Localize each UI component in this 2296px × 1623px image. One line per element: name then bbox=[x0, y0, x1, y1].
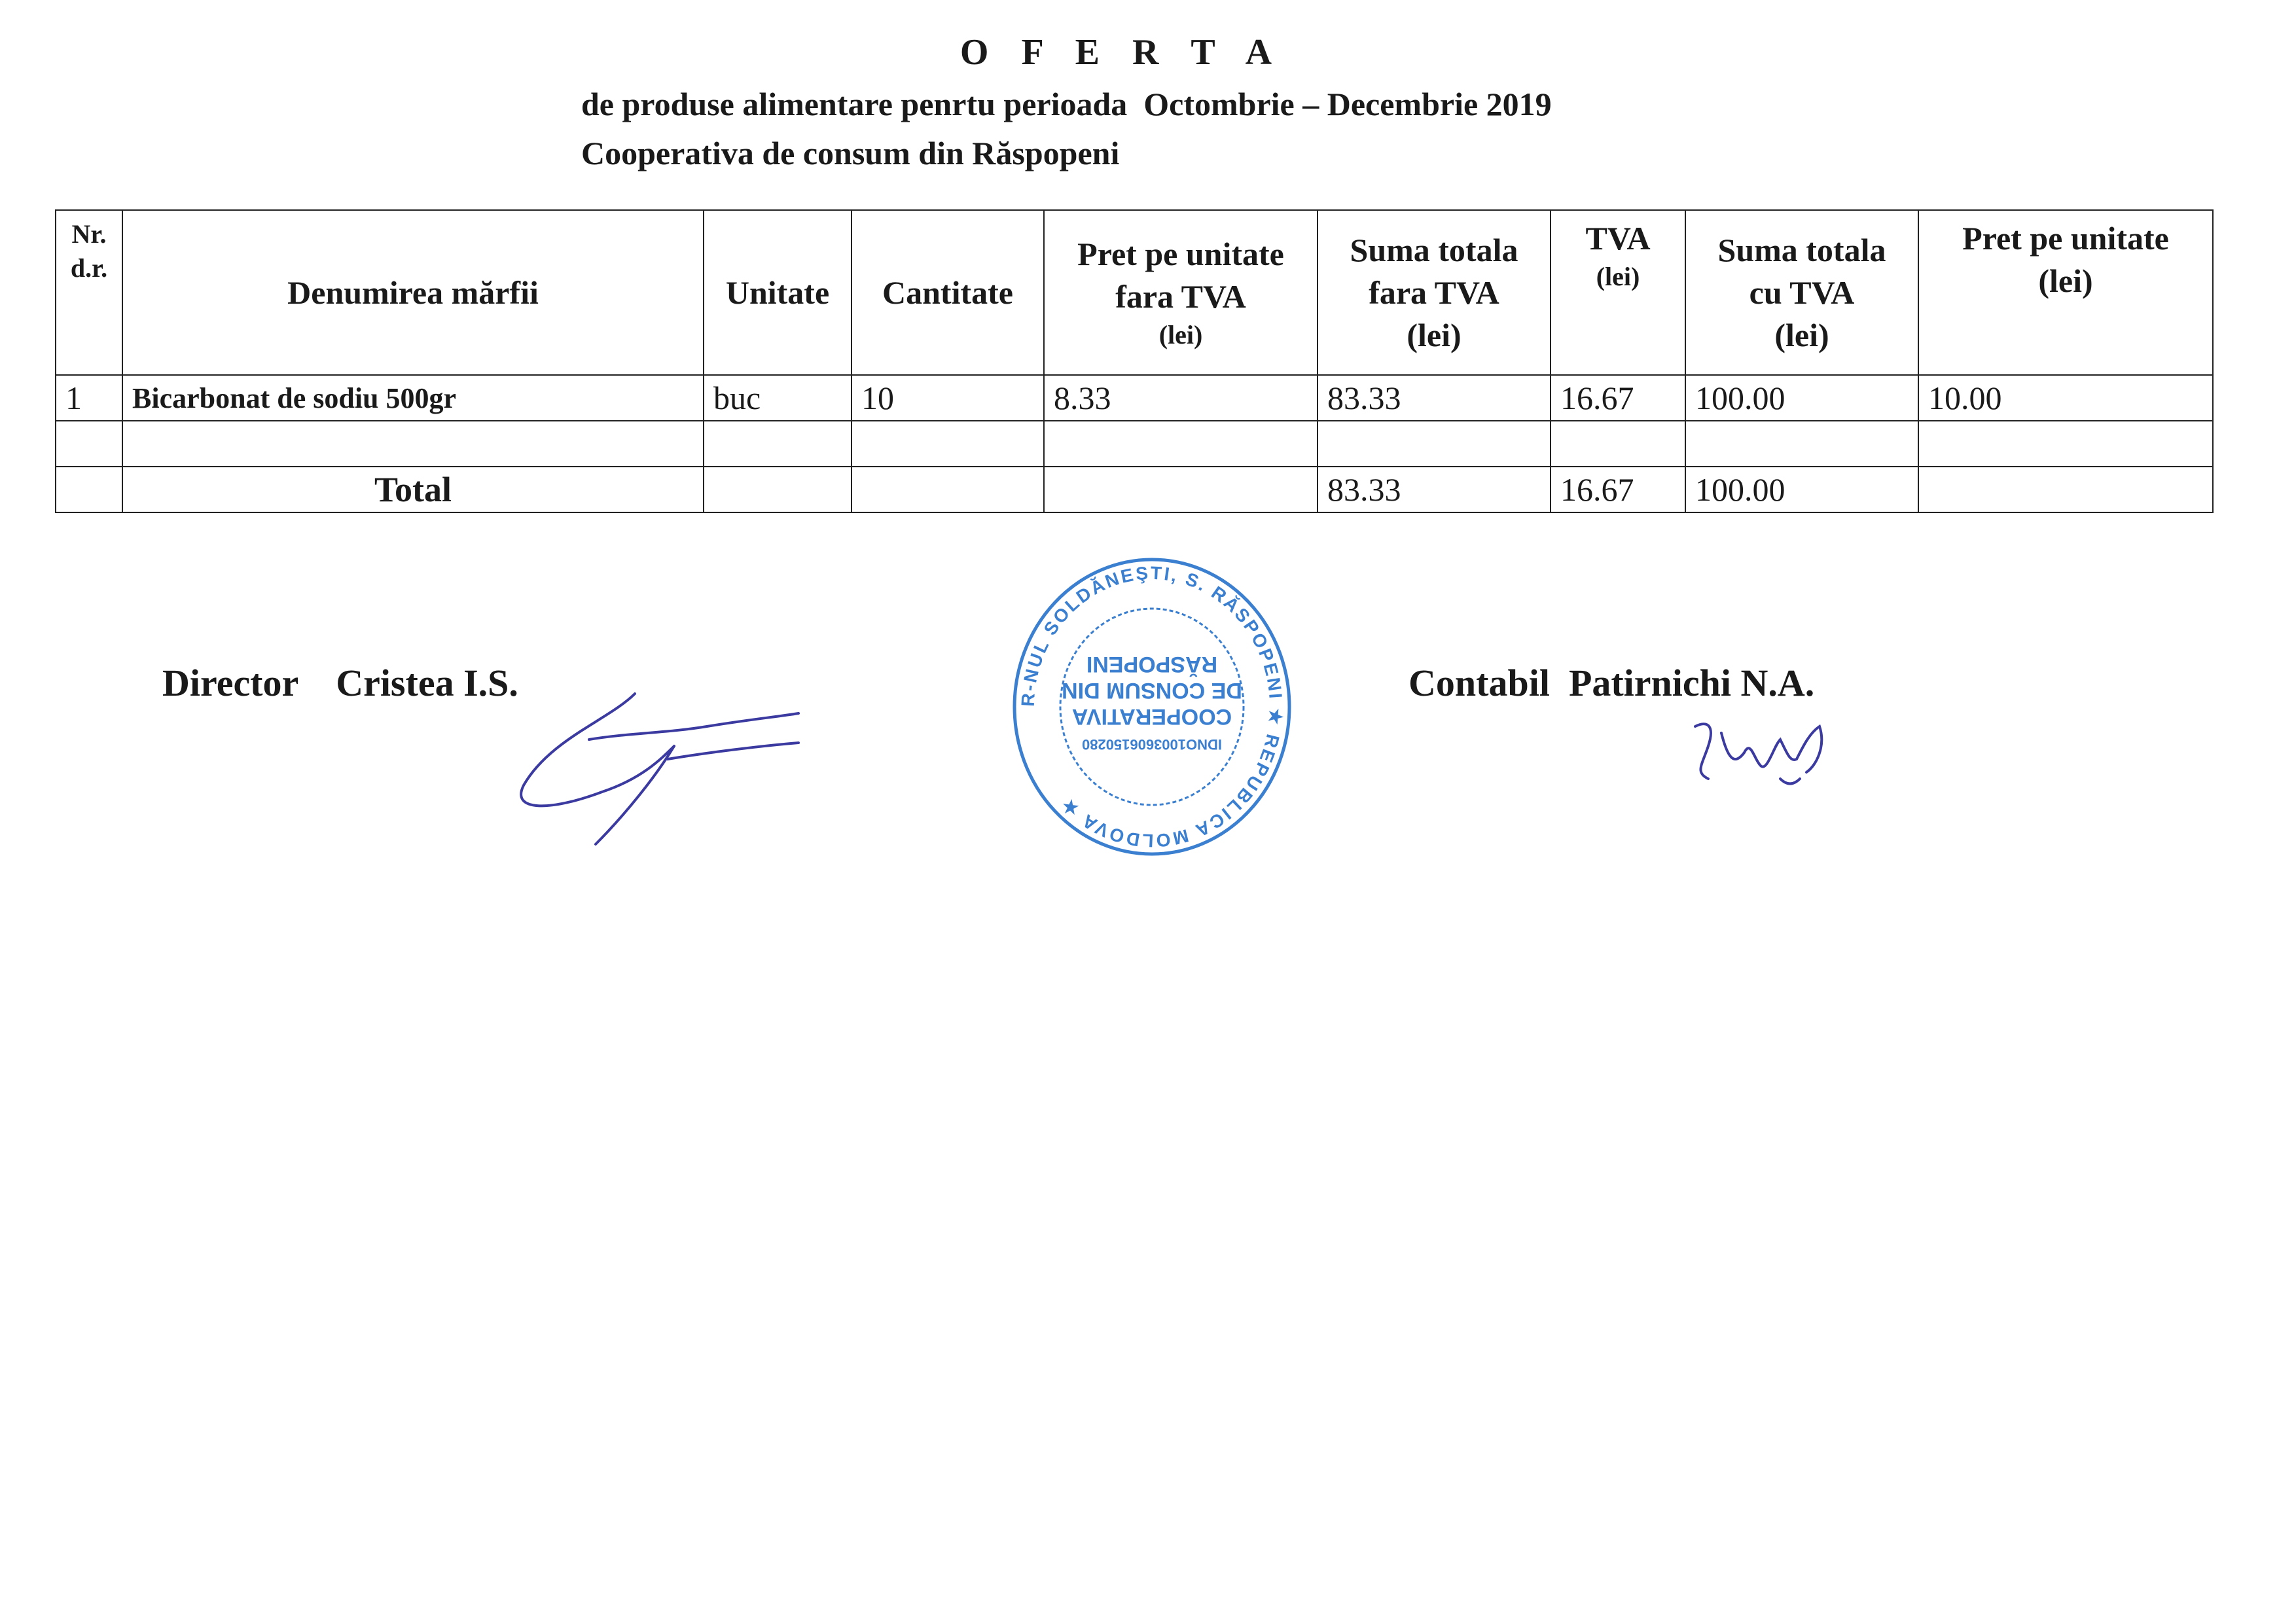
column-header-price-no-vat-line2: fara TVA bbox=[1115, 278, 1246, 315]
total-with-vat: 100.00 bbox=[1685, 467, 1918, 512]
column-header-total-vat bbox=[1685, 210, 1918, 375]
column-header-price-no-vat-line1: Pret pe unitate bbox=[1077, 236, 1284, 272]
column-header-total-vat-line2: cu TVA bbox=[1749, 274, 1855, 311]
document-subtitle: de produse alimentare penrtu perioada Octombrie – Decembrie 2019 bbox=[581, 86, 1552, 122]
column-header-unit-price-line1: Pret pe unitate bbox=[1962, 220, 2169, 257]
stamp-inner-line3: RĂSPOPENI bbox=[1086, 652, 1218, 677]
empty-cell bbox=[704, 467, 852, 512]
cell-qty: 10 bbox=[852, 375, 1044, 421]
column-header-total-no-vat-line1: Suma totala bbox=[1350, 231, 1518, 268]
cell-unit-price: 10.00 bbox=[1918, 375, 2213, 421]
document-title: O F E R T A bbox=[960, 32, 1284, 73]
stamp-outer-text: R-NUL SOLDĂNEŞTI, S. RĂSPOPENI ★ REPUBLICA MOLDOVA ★ bbox=[1017, 562, 1287, 851]
column-header-qty: Cantitate bbox=[852, 210, 1044, 375]
column-header-total-vat-line1: Suma totala bbox=[1717, 231, 1886, 268]
empty-cell bbox=[122, 421, 704, 467]
column-header-unit: Unitate bbox=[704, 210, 852, 375]
total-label: Total bbox=[122, 467, 704, 512]
column-header-unit-price bbox=[1918, 210, 2213, 375]
accountant-signature-line: Contabil Patirnichi N.A. bbox=[1408, 662, 1815, 704]
stamp-inner-line2: DE CONSUM DIN bbox=[1062, 678, 1242, 703]
cell-total-no-vat: 83.33 bbox=[1318, 375, 1551, 421]
cell-price-no-vat: 8.33 bbox=[1044, 375, 1318, 421]
empty-cell bbox=[56, 421, 122, 467]
organization-name: Cooperativa de consum din Răspopeni bbox=[581, 135, 1120, 171]
empty-cell bbox=[1044, 467, 1318, 512]
column-header-vat-line1: TVA bbox=[1585, 220, 1651, 257]
cell-nr: 1 bbox=[56, 375, 122, 421]
column-header-vat bbox=[1551, 210, 1685, 375]
column-header-price-no-vat bbox=[1044, 210, 1318, 375]
empty-cell bbox=[852, 467, 1044, 512]
table-row-empty bbox=[56, 421, 2213, 467]
column-header-nr: Nr. d.r. bbox=[56, 210, 122, 375]
empty-cell bbox=[1918, 421, 2213, 467]
cell-vat: 16.67 bbox=[1551, 375, 1685, 421]
empty-cell bbox=[56, 467, 122, 512]
table-total-row bbox=[56, 467, 2213, 512]
table-header-row bbox=[56, 210, 2213, 375]
cell-name: Bicarbonat de sodiu 500gr bbox=[122, 375, 704, 421]
column-header-unit-price-unit: (lei) bbox=[2038, 262, 2093, 299]
empty-cell bbox=[704, 421, 852, 467]
stamp-inner-line1: COOPERATIVA bbox=[1071, 704, 1232, 729]
empty-cell bbox=[1685, 421, 1918, 467]
column-header-total-vat-unit: (lei) bbox=[1774, 316, 1829, 353]
column-header-total-no-vat-unit: (lei) bbox=[1407, 316, 1462, 353]
empty-cell bbox=[1918, 467, 2213, 512]
accountant-signature bbox=[1682, 707, 1839, 798]
total-vat: 16.67 bbox=[1551, 467, 1685, 512]
empty-cell bbox=[1551, 421, 1685, 467]
empty-cell bbox=[1318, 421, 1551, 467]
empty-cell bbox=[1044, 421, 1318, 467]
offer-table bbox=[55, 209, 2214, 513]
column-header-vat-unit: (lei) bbox=[1596, 262, 1640, 291]
director-signature bbox=[511, 681, 812, 851]
director-signature-line: Director Cristea I.S. bbox=[162, 662, 518, 704]
organization-stamp bbox=[1008, 550, 1296, 864]
stamp-code: IDNO1003606150280 bbox=[1081, 736, 1223, 753]
column-header-total-no-vat-line2: fara TVA bbox=[1369, 274, 1499, 311]
total-no-vat: 83.33 bbox=[1318, 467, 1551, 512]
cell-total-vat: 100.00 bbox=[1685, 375, 1918, 421]
cell-unit: buc bbox=[704, 375, 852, 421]
column-header-name: Denumirea mărfii bbox=[122, 210, 704, 375]
column-header-total-no-vat bbox=[1318, 210, 1551, 375]
empty-cell bbox=[852, 421, 1044, 467]
column-header-price-no-vat-unit: (lei) bbox=[1158, 320, 1203, 349]
table-row bbox=[56, 375, 2213, 421]
